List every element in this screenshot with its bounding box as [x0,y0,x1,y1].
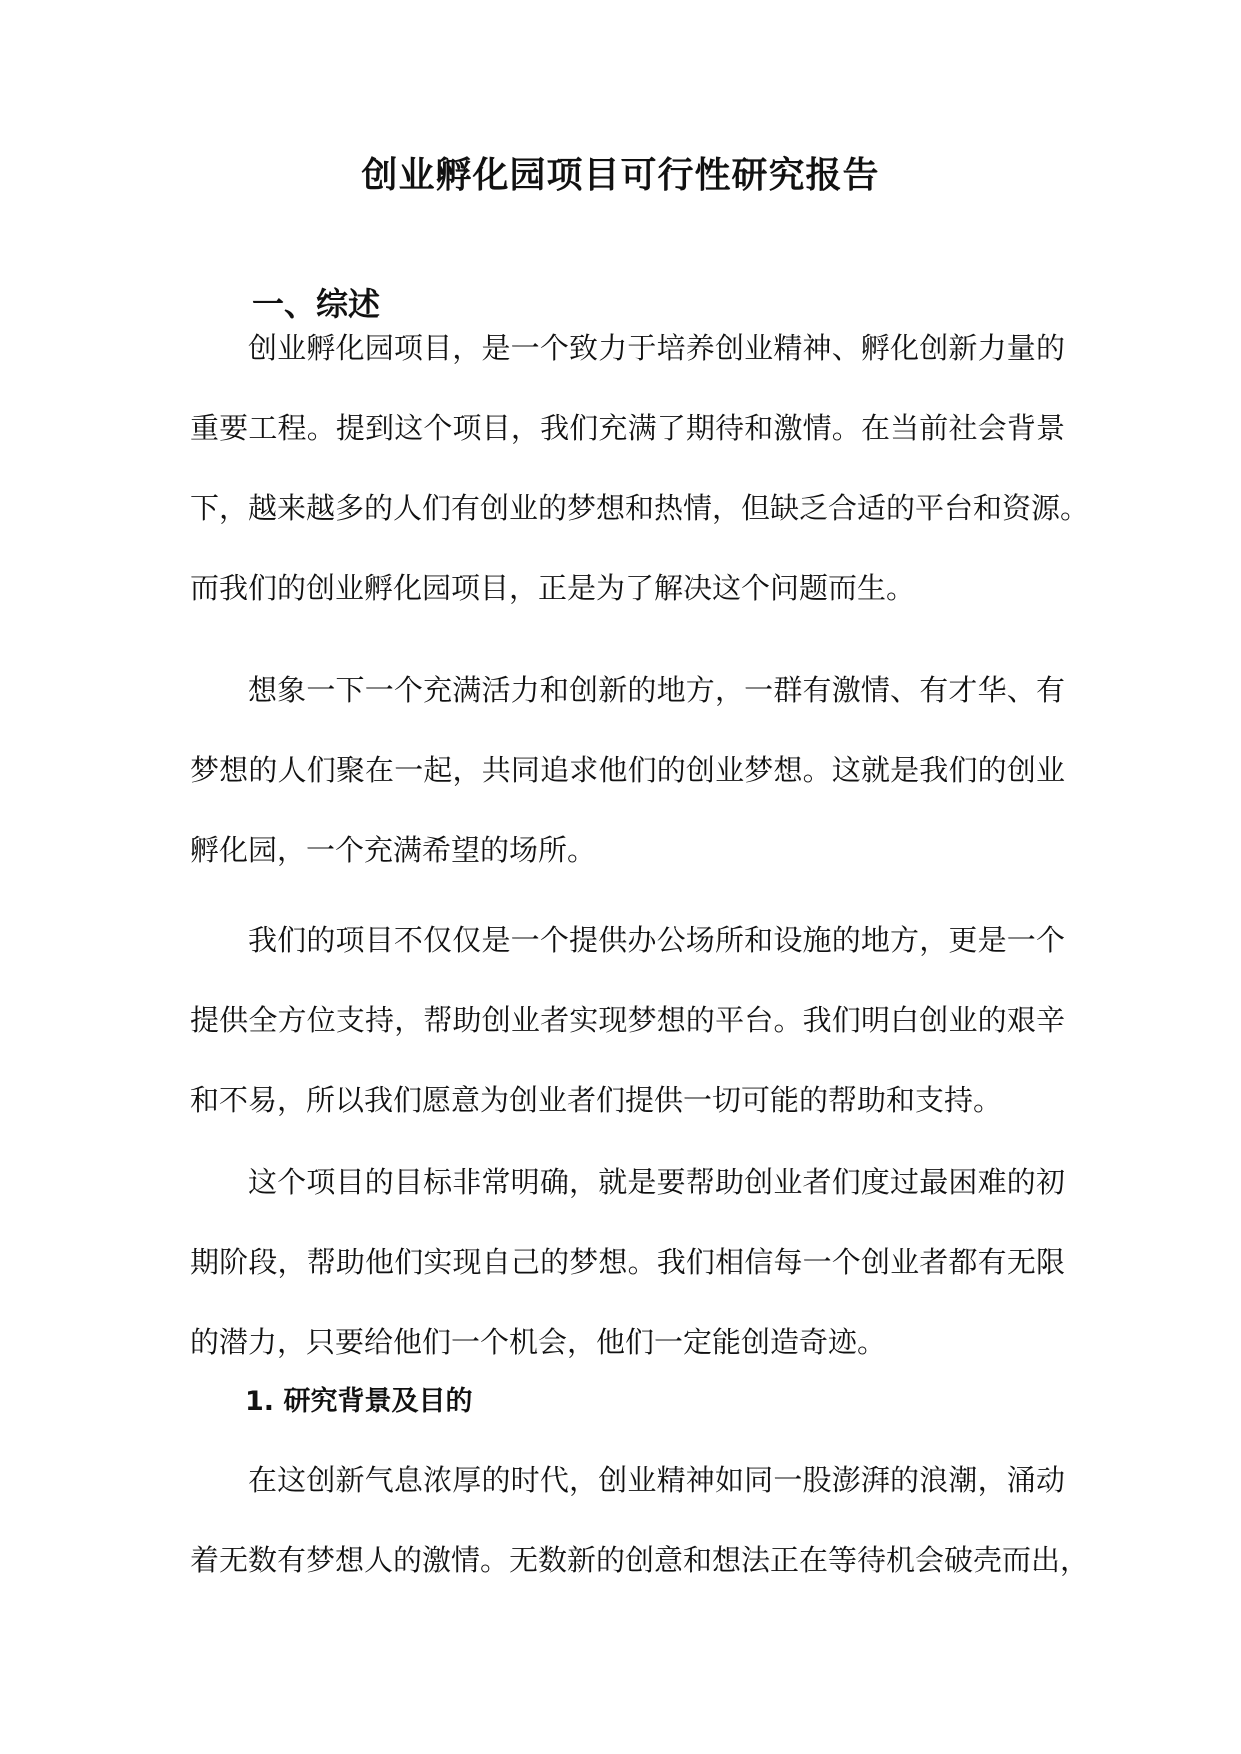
paragraph-line: 孵化园，一个充满希望的场所。 [190,833,597,867]
paragraph-line: 提供全方位支持，帮助创业者实现梦想的平台。我们明白创业的艰辛 [190,1003,1065,1037]
paragraph-line: 梦想的人们聚在一起，共同追求他们的创业梦想。这就是我们的创业 [190,753,1065,787]
paragraph-line: 的潜力，只要给他们一个机会，他们一定能创造奇迹。 [190,1325,887,1359]
paragraph-line: 重要工程。提到这个项目，我们充满了期待和激情。在当前社会背景 [190,411,1065,445]
paragraph-line: 我们的项目不仅仅是一个提供办公场所和设施的地方，更是一个 [248,923,1065,957]
paragraph-line: 而我们的创业孵化园项目，正是为了解决这个问题而生。 [190,571,916,605]
paragraph-3 [190,900,1065,1140]
paragraph-line: 想象一下一个充满活力和创新的地方，一群有激情、有才华、有 [248,673,1065,707]
paragraph-line: 着无数有梦想人的激情。无数新的创意和想法正在等待机会破壳而出， [190,1543,1090,1577]
paragraph-line: 期阶段，帮助他们实现自己的梦想。我们相信每一个创业者都有无限 [190,1245,1065,1279]
paragraph-1 [190,308,1090,628]
paragraph-line: 创业孵化园项目，是一个致力于培养创业精神、孵化创新力量的 [248,331,1065,365]
paragraph-2 [190,650,1065,890]
paragraph-line: 和不易，所以我们愿意为创业者们提供一切可能的帮助和支持。 [190,1083,1003,1117]
paragraph-4 [190,1142,1065,1382]
document-title: 创业孵化园项目可行性研究报告 [361,155,880,196]
paragraph-5 [190,1440,1090,1600]
section-heading-overview: 一、综述 [252,285,381,323]
paragraph-line: 这个项目的目标非常明确，就是要帮助创业者们度过最困难的初 [248,1165,1065,1199]
paragraph-line: 下，越来越多的人们有创业的梦想和热情，但缺乏合适的平台和资源。 [190,491,1090,525]
subsection-heading-research-background: 1. 研究背景及目的 [245,1386,473,1417]
paragraph-line: 在这创新气息浓厚的时代，创业精神如同一股澎湃的浪潮，涌动 [248,1463,1065,1497]
